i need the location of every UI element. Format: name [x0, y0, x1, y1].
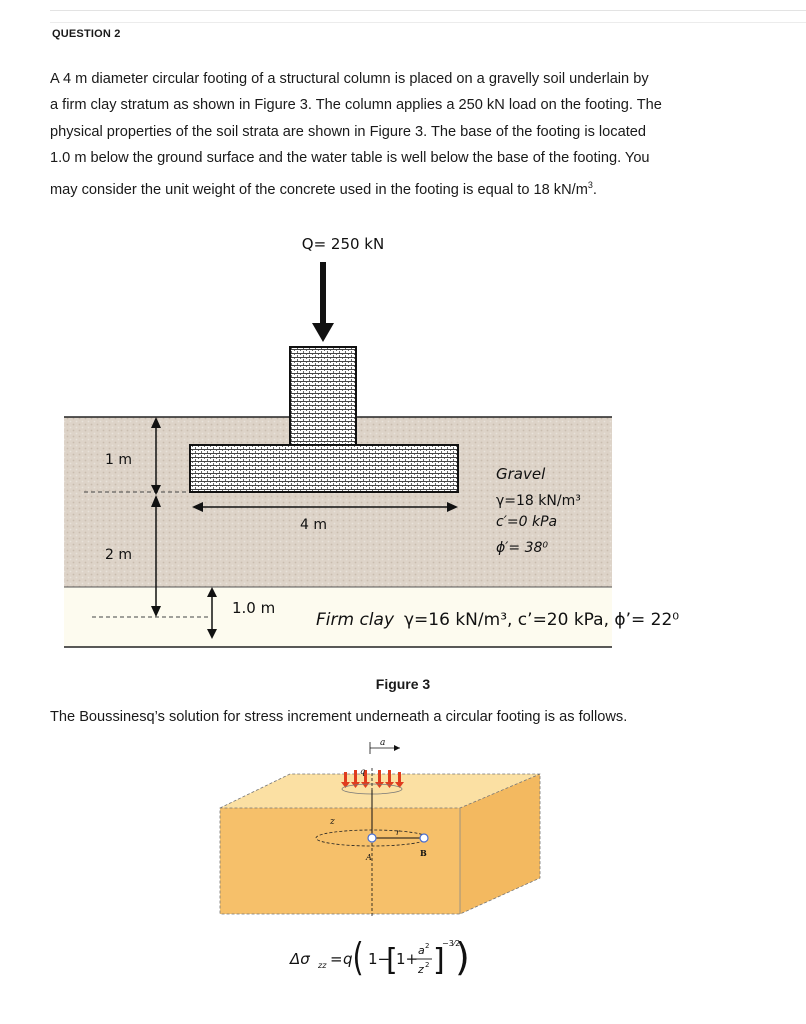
column	[290, 347, 356, 445]
label-z: z	[330, 817, 335, 827]
svg-text:=: =	[330, 950, 343, 968]
svg-text:[: [	[386, 943, 398, 978]
point-A-marker	[368, 834, 376, 842]
load-arrow-head	[312, 323, 334, 342]
paragraph-line-5-sup: 3	[587, 179, 593, 190]
gravel-gamma: γ=18 kN/m³	[496, 493, 581, 509]
paragraph-line-4: 1.0 m below the ground surface and the water table is well below the base of the footing. You	[50, 150, 650, 167]
boussinesq-sentence: The Boussinesq’s solution for stress increment underneath a circular footing is as follows.	[50, 709, 628, 725]
top-divider	[50, 10, 806, 11]
svg-text:1−: 1−	[368, 950, 391, 968]
gravel-friction-angle: ϕ′= 38⁰	[496, 540, 549, 556]
svg-text:): )	[455, 935, 470, 979]
label-B: B	[420, 848, 427, 858]
boussinesq-diagram	[210, 738, 550, 998]
label-q: q	[360, 767, 366, 776]
question-label: QUESTION 2	[52, 28, 121, 40]
paragraph-line-5-end: .	[592, 181, 597, 198]
svg-text:1+: 1+	[396, 950, 419, 968]
dim-label-1m: 1 m	[105, 452, 132, 468]
question-paragraph	[50, 66, 710, 203]
svg-text:q: q	[343, 950, 353, 968]
paragraph-line-1: A 4 m diameter circular footing of a structural column is placed on a gravelly soil underlain by	[50, 71, 649, 87]
label-a: a	[380, 738, 386, 748]
boussinesq-equation	[289, 935, 470, 979]
svg-text:2: 2	[425, 961, 430, 969]
gravel-title: Gravel	[496, 465, 546, 483]
paragraph-line-5	[50, 172, 710, 203]
block-front-face	[220, 808, 460, 914]
clay-properties: γ=16 kN/m³, c’=20 kPa, ϕ’= 22⁰	[404, 610, 680, 630]
figure-caption: Figure 3	[375, 676, 431, 692]
footing-slab	[190, 445, 458, 492]
dim-label-2m: 2 m	[105, 547, 132, 563]
radius-a-arrow	[394, 745, 400, 751]
svg-text:z: z	[418, 963, 424, 976]
label-r: r	[396, 828, 400, 837]
dim-label-4m: 4 m	[300, 517, 327, 533]
svg-text:(: (	[352, 934, 364, 980]
paragraph-line-3: physical properties of the soil strata are shown in Figure 3. The base of the footing is located	[50, 123, 646, 140]
top-divider-2	[50, 22, 806, 23]
figure-3-diagram	[0, 225, 806, 665]
paragraph-line-2: a firm clay stratum as shown in Figure 3. The column applies a 250 kN load on the footing. The	[50, 97, 662, 114]
clay-label: Firm clay	[316, 610, 395, 630]
paragraph-line-5-text: may consider the unit weight of the concrete used in the footing is equal to 18 kN/m	[50, 181, 588, 198]
svg-text:zz: zz	[318, 961, 327, 970]
svg-text:−3⁄2: −3⁄2	[442, 939, 461, 948]
svg-text:a: a	[418, 944, 425, 957]
svg-text:Δσ: Δσ	[290, 950, 310, 968]
svg-text:2: 2	[425, 942, 430, 950]
gravel-cohesion: c′=0 kPa	[496, 514, 558, 530]
dim-label-1-0m: 1.0 m	[232, 599, 276, 617]
svg-text:]: ]	[433, 943, 445, 978]
load-label: Q= 250 kN	[301, 235, 385, 253]
label-A: A	[366, 853, 372, 862]
point-B-marker	[420, 834, 428, 842]
